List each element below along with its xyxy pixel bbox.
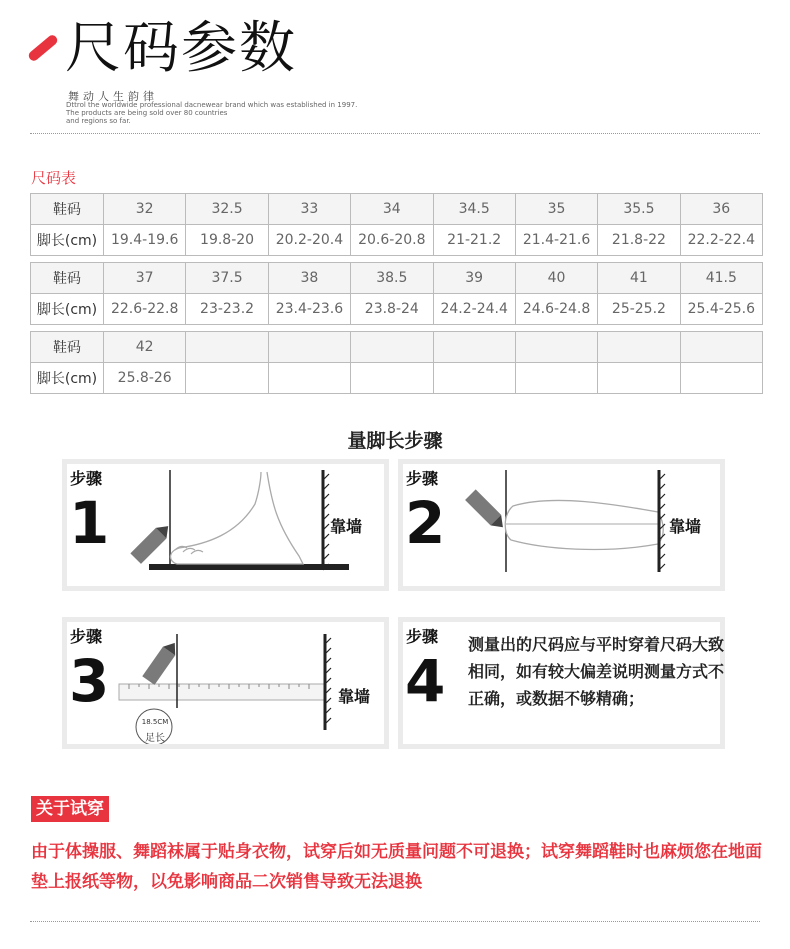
size-cell: 41 [598, 263, 680, 294]
size-cell: 36 [680, 194, 762, 225]
size-cell: 34 [351, 194, 433, 225]
size-cell: 34.5 [433, 194, 515, 225]
length-cell: 19.8-20 [186, 225, 268, 256]
fitting-tag: 关于试穿 [31, 796, 109, 822]
size-cell [515, 332, 597, 363]
size-cell [186, 332, 268, 363]
divider [30, 921, 760, 922]
length-cell [515, 363, 597, 394]
length-cell [351, 363, 433, 394]
size-cell: 32 [104, 194, 186, 225]
step-number: 3 [69, 647, 110, 715]
length-cell: 20.6-20.8 [351, 225, 433, 256]
steps-title: 量脚长步骤 [347, 430, 443, 452]
length-cell [433, 363, 515, 394]
size-cell: 35 [515, 194, 597, 225]
size-cell [351, 332, 433, 363]
length-cell: 21.8-22 [598, 225, 680, 256]
size-cell: 39 [433, 263, 515, 294]
step-label: 步骤 [70, 627, 103, 646]
size-cell: 35.5 [598, 194, 680, 225]
length-cell: 25.8-26 [104, 363, 186, 394]
length-row [31, 225, 763, 256]
length-cell: 22.6-22.8 [104, 294, 186, 325]
length-cell: 20.2-20.4 [268, 225, 350, 256]
wall-label: 靠墙 [330, 517, 363, 536]
size-row [31, 263, 763, 294]
length-cell: 24.6-24.8 [515, 294, 597, 325]
brand-intro-line: and regions so far. [66, 117, 131, 125]
size-cell: 40 [515, 263, 597, 294]
size-cell: 37.5 [186, 263, 268, 294]
length-cell: 24.2-24.4 [433, 294, 515, 325]
row-label: 鞋码 [31, 332, 104, 363]
length-cell [680, 363, 762, 394]
wall-label: 靠墙 [669, 517, 702, 536]
size-cell [680, 332, 762, 363]
size-cell: 38 [268, 263, 350, 294]
size-cell: 41.5 [680, 263, 762, 294]
brand-slogan: 舞动人生韵律 [68, 90, 158, 103]
size-row [31, 194, 763, 225]
size-table-group-3 [30, 331, 763, 394]
step-label: 步骤 [406, 627, 439, 646]
step4-instruction: 测量出的尺码应与平时穿着尺码大致相同，如有较大偏差说明测量方式不正确，或数据不够精确； [468, 635, 725, 708]
size-row [31, 332, 763, 363]
foot-length-label: 足长 [145, 733, 165, 744]
length-row [31, 294, 763, 325]
step3-ruler-illustration [67, 622, 384, 744]
length-cell [186, 363, 268, 394]
size-cell: 33 [268, 194, 350, 225]
length-row [31, 363, 763, 394]
brand-intro-line: Dttrol the worldwide professional dacnewear brand which was established in 1997. [66, 101, 358, 109]
row-label: 脚长(cm) [31, 225, 104, 256]
length-cell: 25.4-25.6 [680, 294, 762, 325]
divider [30, 133, 760, 134]
row-label: 脚长(cm) [31, 294, 104, 325]
step-card-2 [398, 459, 725, 591]
length-cell: 19.4-19.6 [104, 225, 186, 256]
length-cell: 23.4-23.6 [268, 294, 350, 325]
length-cell [598, 363, 680, 394]
size-cell: 42 [104, 332, 186, 363]
header [0, 0, 790, 140]
length-cell: 21.4-21.6 [515, 225, 597, 256]
page-title: 尺码参数 [65, 16, 297, 81]
size-cell: 32.5 [186, 194, 268, 225]
size-cell [433, 332, 515, 363]
step-card-4 [398, 617, 725, 749]
step-number: 2 [405, 489, 446, 557]
size-cell [268, 332, 350, 363]
length-cell: 23.8-24 [351, 294, 433, 325]
size-table-group-2 [30, 262, 763, 325]
accent-slash-icon [27, 33, 59, 63]
size-cell: 38.5 [351, 263, 433, 294]
brand-intro [66, 101, 396, 125]
step-card-3 [62, 617, 389, 749]
wall-label: 靠墙 [338, 687, 371, 706]
foot-length-value: 18.5CM [141, 718, 169, 726]
brand-intro-line: The products are being sold over 80 countries [66, 109, 228, 117]
step-label: 步骤 [70, 469, 103, 488]
step-number: 4 [405, 647, 446, 715]
size-cell [598, 332, 680, 363]
row-label: 脚长(cm) [31, 363, 104, 394]
size-cell: 37 [104, 263, 186, 294]
row-label: 鞋码 [31, 194, 104, 225]
length-cell: 22.2-22.4 [680, 225, 762, 256]
row-label: 鞋码 [31, 263, 104, 294]
step-card-1 [62, 459, 389, 591]
step-label: 步骤 [406, 469, 439, 488]
length-cell: 25-25.2 [598, 294, 680, 325]
fitting-notice: 由于体操服、舞蹈袜属于贴身衣物，试穿后如无质量问题不可退换；试穿舞蹈鞋时也麻烦您在地面垫上报纸等物，以免影响商品二次销售导致无法退换 [31, 842, 762, 892]
length-cell [268, 363, 350, 394]
length-cell: 23-23.2 [186, 294, 268, 325]
size-table-caption: 尺码表 [31, 169, 77, 187]
length-cell: 21-21.2 [433, 225, 515, 256]
step-number: 1 [69, 489, 110, 557]
size-table-group-1 [30, 193, 763, 256]
